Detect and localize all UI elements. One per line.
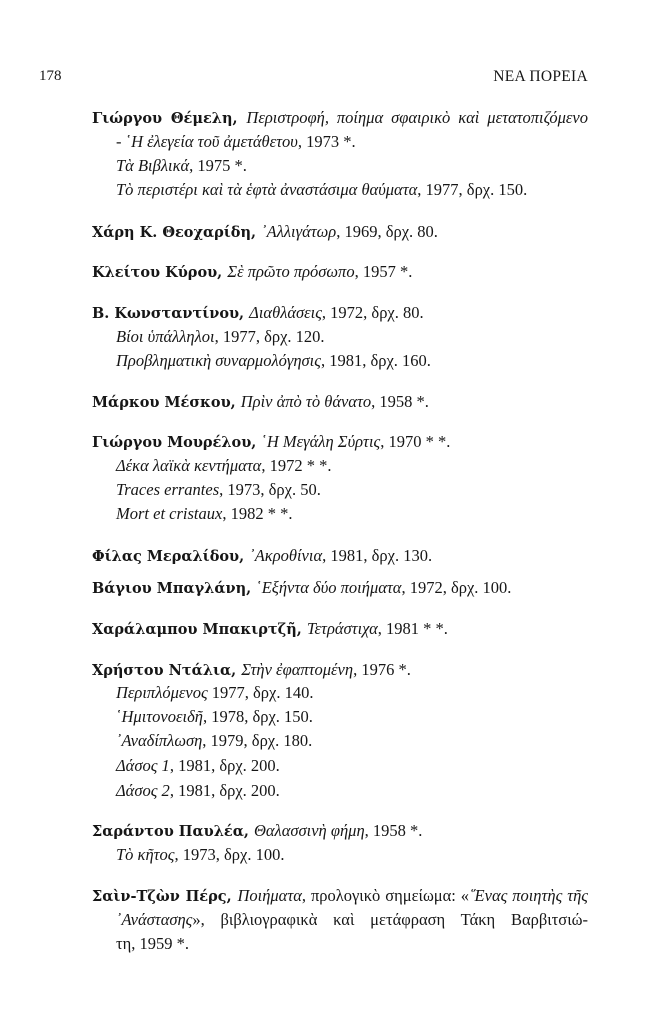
work-title: Ποιήματα <box>237 886 302 905</box>
entry-continuation-line <box>116 756 280 776</box>
entry-continuation-line <box>116 180 527 200</box>
entry-continuation-line <box>116 480 321 500</box>
entry-first-line <box>92 432 450 453</box>
publication-details: , 1981, δρχ. 200. <box>169 781 280 800</box>
work-title: Δάσος 1 <box>116 756 170 775</box>
running-title: ΝΕΑ ΠΟΡΕΙΑ <box>493 68 588 85</box>
entry-continuation-line <box>116 156 247 176</box>
work-title: Διαθλάσεις <box>249 303 322 322</box>
work-title: Τὸ περιστέρι καὶ τὰ ἑφτὰ ἀναστάσιμα θαύματα <box>116 180 418 199</box>
work-title: Βίοι ὑπάλληλοι <box>116 327 215 346</box>
entry-first-line <box>92 108 588 129</box>
work-title: ᾿Ακροθίνια <box>249 546 323 565</box>
entry-continuation-line <box>116 351 431 371</box>
entry-first-line <box>92 578 511 599</box>
author-name: Φίλας Μεραλίδου, <box>92 548 250 565</box>
author-name: Σαὶν-Τζὼν Πέρς, <box>92 888 238 905</box>
entry-continuation-line <box>116 456 331 476</box>
author-name: Σαράντου Παυλέα, <box>92 823 254 840</box>
entry-continuation-line <box>116 707 313 727</box>
publication-details: , 1979, δρχ. 180. <box>202 731 313 750</box>
publication-details: , 1981 * *. <box>377 619 448 638</box>
work-title: ῾Ημιτονοειδῆ <box>116 707 203 726</box>
publication-details: , 1981, δρχ. 200. <box>169 756 280 775</box>
work-title: Περιστροφή, ποίημα σφαιρικὸ καὶ μετατοπιζόμενο <box>246 108 588 127</box>
entry-continuation-line <box>116 327 325 347</box>
publication-details: , προλογικὸ σημείωμα: « <box>301 886 470 905</box>
work-title: Τὰ Βιβλικά <box>116 156 190 175</box>
publication-details: 1977, δρχ. 140. <box>207 683 314 702</box>
work-title: Θαλασσινὴ φήμη <box>253 821 365 840</box>
publication-details: , 1977, δρχ. 150. <box>417 180 528 199</box>
publication-details: , 1957 *. <box>354 262 413 281</box>
author-name: Γιώργου Μουρέλου, <box>92 434 262 451</box>
publication-details: », βιβλιογραφικὰ καὶ μετάφραση Τάκη Βαρβιτσιώ- <box>192 910 588 929</box>
publication-details: , 1969, δρχ. 80. <box>336 222 438 241</box>
author-name: Κλείτου Κύρου, <box>92 264 228 281</box>
work-title: Σὲ πρῶτο πρόσωπο <box>227 262 355 281</box>
publication-details: , 1978, δρχ. 150. <box>202 707 313 726</box>
work-title: ῾Εξήντα δύο ποιήματα <box>256 578 402 597</box>
entry-continuation-line <box>116 845 284 865</box>
entry-first-line <box>92 619 448 640</box>
work-title: Traces errantes <box>116 480 220 499</box>
author-name: Μάρκου Μέσκου, <box>92 394 241 411</box>
publication-details: , 1972, δρχ. 100. <box>401 578 512 597</box>
entry-continuation-line <box>116 132 356 152</box>
work-title: ῞Ενας ποιητὴς τῆς <box>469 886 588 905</box>
author-name: Γιώργου Θέμελη, <box>92 110 247 127</box>
publication-details: , 1982 * *. <box>222 504 293 523</box>
author-name: Χρήστου Ντάλια, <box>92 662 242 679</box>
publication-details: - <box>116 132 126 151</box>
entry-first-line <box>92 546 432 567</box>
work-title: ῾Η ἐλεγεία τοῦ ἀμετάθετου <box>125 132 298 151</box>
author-name: Χαράλαμπου Μπακιρτζῆ, <box>92 621 307 638</box>
publication-details: , 1976 *. <box>353 660 411 679</box>
publication-details: , 1981, δρχ. 160. <box>320 351 431 370</box>
publication-details: , 1981, δρχ. 130. <box>322 546 433 565</box>
page-number: 178 <box>39 68 62 84</box>
entry-continuation-line <box>116 910 588 930</box>
entry-first-line <box>92 821 422 842</box>
entry-first-line <box>92 222 438 243</box>
work-title: Στὴν ἐφαπτομένη <box>241 660 354 679</box>
publication-details: , 1973, δρχ. 100. <box>174 845 285 864</box>
work-title: Δέκα λαϊκὰ κεντήματα <box>116 456 262 475</box>
entry-first-line <box>92 392 429 413</box>
work-title: Πρὶν ἀπὸ τὸ θάνατο <box>240 392 372 411</box>
author-name: Χάρη Κ. Θεοχαρίδη, <box>92 224 262 241</box>
publication-details: τη, 1959 *. <box>116 934 190 953</box>
publication-details: , 1972 * *. <box>261 456 332 475</box>
work-title: Τετράστιχα <box>306 619 378 638</box>
publication-details: , 1973, δρχ. 50. <box>219 480 321 499</box>
entry-continuation-line <box>116 781 280 801</box>
publication-details: , 1970 * *. <box>380 432 451 451</box>
entry-continuation-line <box>116 683 313 703</box>
work-title: ᾿Ανάστασης <box>116 910 193 929</box>
publication-details: , 1973 *. <box>297 132 356 151</box>
publication-details: , 1975 *. <box>189 156 247 175</box>
work-title: Περιπλόμενος <box>116 683 208 702</box>
work-title: ᾿Αναδίπλωση <box>116 731 203 750</box>
work-title: ῾Η Μεγάλη Σύρτις <box>261 432 381 451</box>
entry-first-line <box>92 262 412 283</box>
publication-details: , 1958 *. <box>364 821 423 840</box>
entry-first-line <box>92 886 588 907</box>
entry-continuation-line <box>116 934 189 954</box>
publication-details: , 1977, δρχ. 120. <box>214 327 325 346</box>
author-name: Βάγιου Μπαγλάνη, <box>92 580 257 597</box>
work-title: ᾿Αλλιγάτωρ <box>261 222 337 241</box>
work-title: Mort et cristaux <box>116 504 223 523</box>
work-title: Προβληματικὴ συναρμολόγησις <box>116 351 321 370</box>
entry-continuation-line <box>116 731 312 751</box>
publication-details: , 1958 *. <box>371 392 429 411</box>
entry-first-line <box>92 660 411 681</box>
entry-first-line <box>92 303 424 324</box>
publication-details: , 1972, δρχ. 80. <box>321 303 424 322</box>
entry-continuation-line <box>116 504 292 524</box>
author-name: Β. Κωνσταντίνου, <box>92 305 250 322</box>
work-title: Δάσος 2 <box>116 781 170 800</box>
work-title: Τὸ κῆτος <box>116 845 175 864</box>
